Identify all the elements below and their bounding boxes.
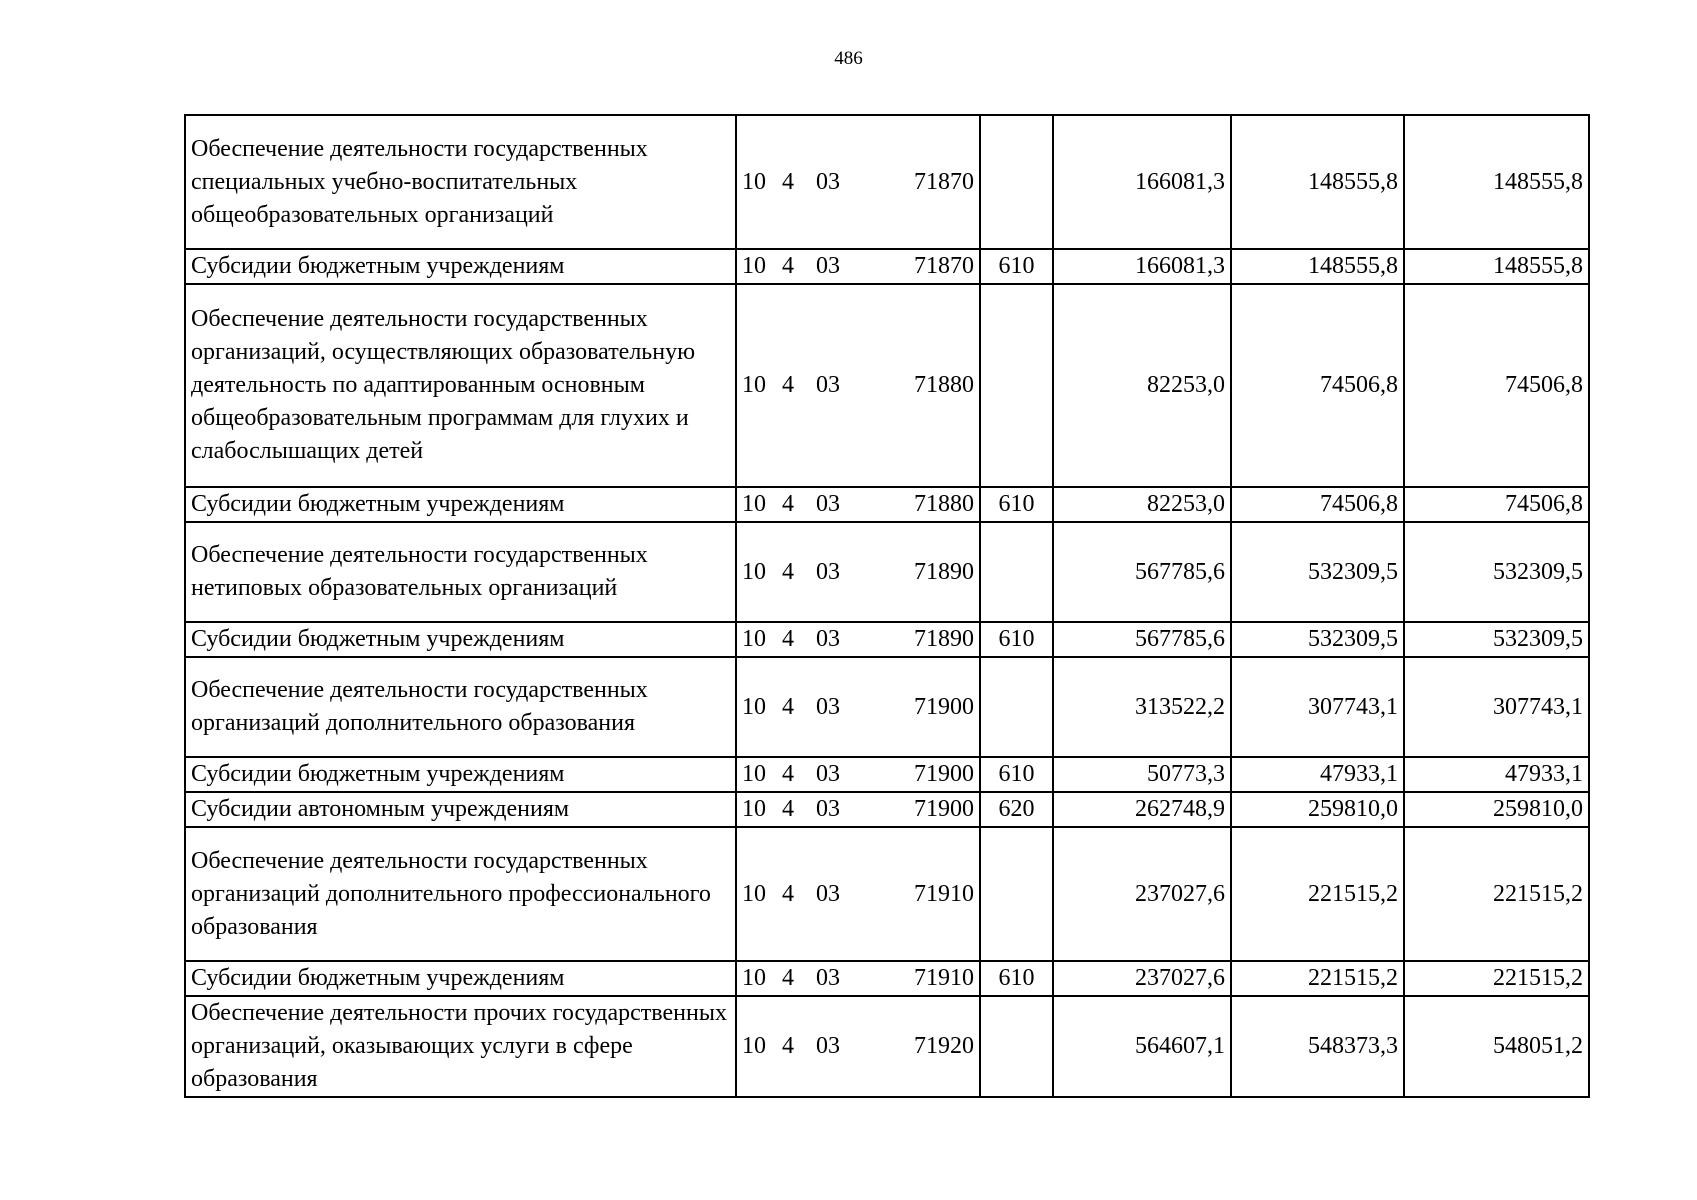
row-name: Субсидии бюджетным учреждениям: [185, 961, 736, 996]
subsection-code: 4: [782, 796, 794, 822]
subsection-code: 4: [782, 372, 794, 398]
target-article-code: 71910: [914, 965, 974, 991]
amount-year-1: 82253,0: [1053, 284, 1231, 487]
amount-year-1: 237027,6: [1053, 961, 1231, 996]
subsection-code: 4: [782, 965, 794, 991]
amount-year-3: 532309,5: [1404, 622, 1589, 657]
amount-year-3: 148555,8: [1404, 249, 1589, 284]
expense-type-code: 610: [980, 622, 1053, 657]
row-name: Субсидии бюджетным учреждениям: [185, 249, 736, 284]
amount-year-3: 307743,1: [1404, 657, 1589, 757]
row-codes: [736, 522, 980, 622]
program-code: 03: [816, 965, 840, 991]
amount-year-3: 532309,5: [1404, 522, 1589, 622]
row-codes: [736, 827, 980, 961]
expense-type-code: [980, 284, 1053, 487]
budget-table-body: [185, 115, 1589, 1097]
row-name: Обеспечение деятельности государственных организаций дополнительного профессионального образования: [185, 827, 736, 961]
target-article-code: 71900: [914, 693, 974, 720]
amount-year-1: 166081,3: [1053, 249, 1231, 284]
target-article-code: 71870: [914, 253, 974, 279]
section-code: 10: [742, 626, 766, 652]
target-article-code: 71910: [914, 880, 974, 907]
section-code: 10: [742, 372, 766, 398]
expense-type-code: 610: [980, 961, 1053, 996]
row-name: Субсидии автономным учреждениям: [185, 792, 736, 827]
row-codes: [736, 792, 980, 827]
amount-year-2: 74506,8: [1231, 284, 1404, 487]
program-code: 03: [816, 491, 840, 517]
amount-year-1: 567785,6: [1053, 622, 1231, 657]
expense-type-code: [980, 827, 1053, 961]
table-row: [185, 115, 1589, 249]
row-codes: [736, 757, 980, 792]
subsection-code: 4: [782, 626, 794, 652]
amount-year-2: 221515,2: [1231, 827, 1404, 961]
program-code: 03: [816, 880, 840, 907]
table-row: [185, 487, 1589, 522]
section-code: 10: [742, 693, 766, 720]
row-name: Субсидии бюджетным учреждениям: [185, 757, 736, 792]
subsection-code: 4: [782, 491, 794, 517]
row-codes: [736, 115, 980, 249]
section-code: 10: [742, 761, 766, 787]
section-code: 10: [742, 491, 766, 517]
subsection-code: 4: [782, 761, 794, 787]
amount-year-2: 548373,3: [1231, 996, 1404, 1097]
table-row: [185, 827, 1589, 961]
amount-year-2: 221515,2: [1231, 961, 1404, 996]
expense-type-code: [980, 996, 1053, 1097]
program-code: 03: [816, 168, 840, 195]
program-code: 03: [816, 626, 840, 652]
program-code: 03: [816, 253, 840, 279]
amount-year-2: 148555,8: [1231, 115, 1404, 249]
section-code: 10: [742, 253, 766, 279]
expense-type-code: [980, 115, 1053, 249]
target-article-code: 71920: [914, 1033, 974, 1059]
section-code: 10: [742, 880, 766, 907]
row-name: Обеспечение деятельности государственных организаций, осуществляющих образовательную деятельность по адаптированным основным общеобразовательным программам для глухих и слабослышащих детей: [185, 284, 736, 487]
table-row: [185, 996, 1589, 1097]
row-name: Субсидии бюджетным учреждениям: [185, 622, 736, 657]
expense-type-code: [980, 522, 1053, 622]
subsection-code: 4: [782, 880, 794, 907]
section-code: 10: [742, 1033, 766, 1059]
program-code: 03: [816, 1033, 840, 1059]
expense-type-code: 610: [980, 757, 1053, 792]
subsection-code: 4: [782, 1033, 794, 1059]
row-codes: [736, 961, 980, 996]
amount-year-2: 307743,1: [1231, 657, 1404, 757]
amount-year-3: 47933,1: [1404, 757, 1589, 792]
target-article-code: 71880: [914, 491, 974, 517]
program-code: 03: [816, 693, 840, 720]
target-article-code: 71900: [914, 761, 974, 787]
budget-table: [184, 114, 1590, 1098]
section-code: 10: [742, 796, 766, 822]
target-article-code: 71900: [914, 796, 974, 822]
row-name: Обеспечение деятельности государственных нетиповых образовательных организаций: [185, 522, 736, 622]
amount-year-3: 221515,2: [1404, 961, 1589, 996]
table-row: [185, 622, 1589, 657]
table-row: [185, 757, 1589, 792]
amount-year-2: 532309,5: [1231, 622, 1404, 657]
row-codes: [736, 487, 980, 522]
amount-year-3: 74506,8: [1404, 284, 1589, 487]
amount-year-1: 166081,3: [1053, 115, 1231, 249]
row-name: Обеспечение деятельности прочих государственных организаций, оказывающих услуги в сфере образования: [185, 996, 736, 1097]
amount-year-3: 259810,0: [1404, 792, 1589, 827]
row-codes: [736, 657, 980, 757]
table-row: [185, 249, 1589, 284]
section-code: 10: [742, 965, 766, 991]
expense-type-code: 610: [980, 487, 1053, 522]
program-code: 03: [816, 558, 840, 585]
amount-year-1: 564607,1: [1053, 996, 1231, 1097]
table-row: [185, 792, 1589, 827]
row-codes: [736, 996, 980, 1097]
amount-year-2: 259810,0: [1231, 792, 1404, 827]
program-code: 03: [816, 796, 840, 822]
amount-year-2: 148555,8: [1231, 249, 1404, 284]
row-name: Субсидии бюджетным учреждениям: [185, 487, 736, 522]
amount-year-1: 313522,2: [1053, 657, 1231, 757]
amount-year-1: 237027,6: [1053, 827, 1231, 961]
amount-year-3: 148555,8: [1404, 115, 1589, 249]
program-code: 03: [816, 372, 840, 398]
target-article-code: 71890: [914, 558, 974, 585]
page-number: 486: [834, 48, 863, 69]
target-article-code: 71890: [914, 626, 974, 652]
amount-year-1: 82253,0: [1053, 487, 1231, 522]
row-codes: [736, 622, 980, 657]
expense-type-code: 620: [980, 792, 1053, 827]
amount-year-2: 74506,8: [1231, 487, 1404, 522]
program-code: 03: [816, 761, 840, 787]
section-code: 10: [742, 558, 766, 585]
row-codes: [736, 284, 980, 487]
amount-year-1: 50773,3: [1053, 757, 1231, 792]
amount-year-3: 548051,2: [1404, 996, 1589, 1097]
row-name: Обеспечение деятельности государственных организаций дополнительного образования: [185, 657, 736, 757]
target-article-code: 71870: [914, 168, 974, 195]
amount-year-3: 221515,2: [1404, 827, 1589, 961]
row-codes: [736, 249, 980, 284]
amount-year-3: 74506,8: [1404, 487, 1589, 522]
table-row: [185, 522, 1589, 622]
table-row: [185, 961, 1589, 996]
amount-year-2: 532309,5: [1231, 522, 1404, 622]
amount-year-1: 262748,9: [1053, 792, 1231, 827]
subsection-code: 4: [782, 253, 794, 279]
expense-type-code: 610: [980, 249, 1053, 284]
subsection-code: 4: [782, 693, 794, 720]
amount-year-2: 47933,1: [1231, 757, 1404, 792]
expense-type-code: [980, 657, 1053, 757]
row-name: Обеспечение деятельности государственных специальных учебно-воспитательных общеобразовательных организаций: [185, 115, 736, 249]
amount-year-1: 567785,6: [1053, 522, 1231, 622]
subsection-code: 4: [782, 558, 794, 585]
table-row: [185, 284, 1589, 487]
subsection-code: 4: [782, 168, 794, 195]
table-row: [185, 657, 1589, 757]
section-code: 10: [742, 168, 766, 195]
target-article-code: 71880: [914, 372, 974, 398]
